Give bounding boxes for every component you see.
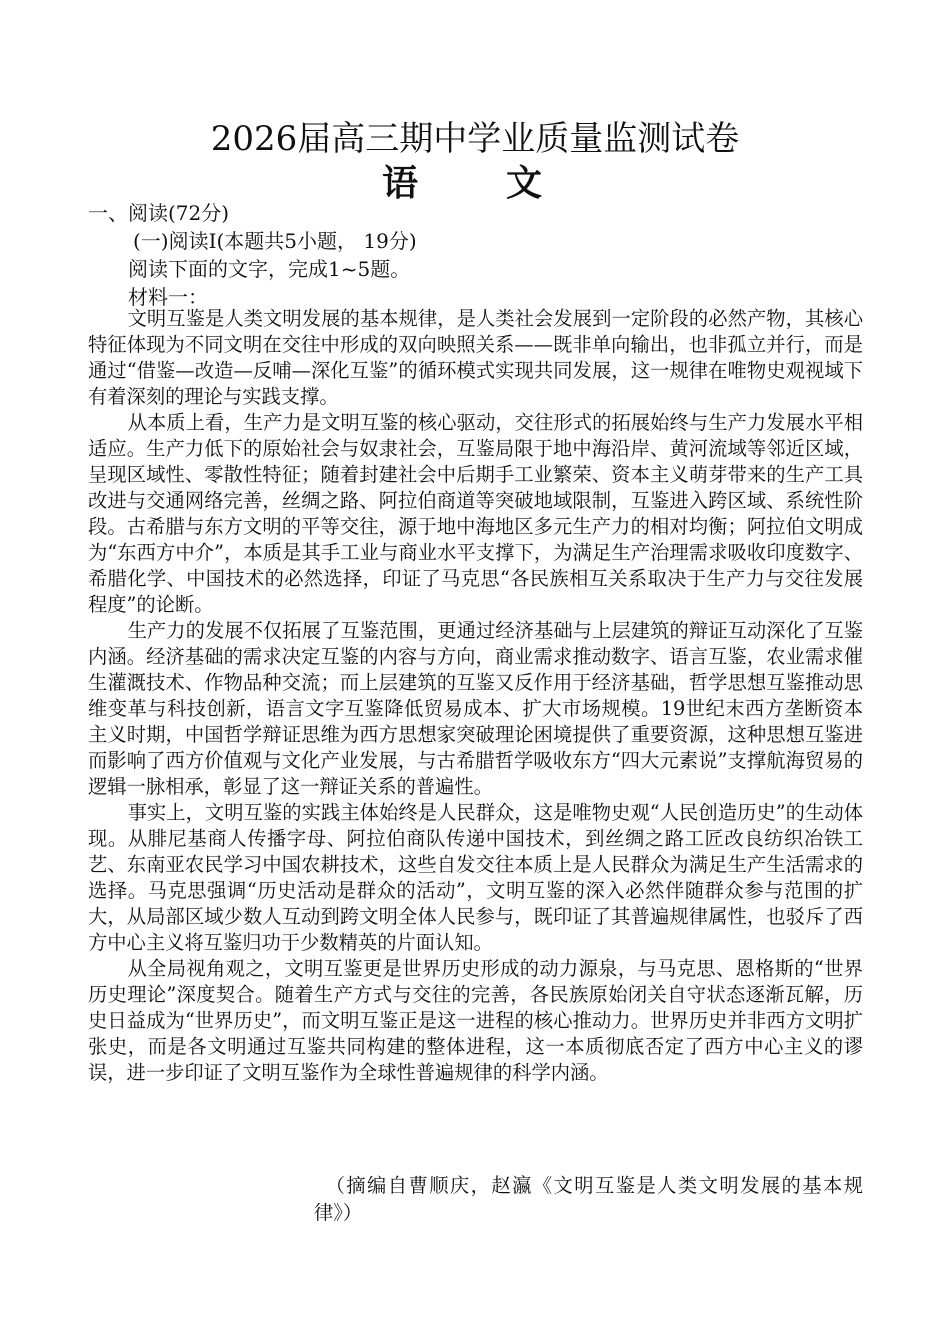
paragraph-2: 从本质上看，生产力是文明互鉴的核心驱动，交往形式的拓展始终与生产力发展水平相适应。生产力低下的原始社会与奴隶社会，互鉴局限于地中海沿岸、黄河流域等邻近区域，呈现区域性、零散性特征；随着封建社会中后期手工业繁荣、资本主义萌芽带来的生产工具改进与交通网络完善，丝绸之路、阿拉伯商道等突破地域限制，互鉴进入跨区域、系统性阶段。古希腊与东方文明的平等交往，源于地中海地区多元生产力的相对均衡；阿拉伯文明成为“东西方中介”，本质是其手工业与商业水平支撑下，为满足生产治理需求吸收印度数字、希腊化学、中国技术的必然选择，印证了马克思“各民族相互关系取决于生产力与交往发展程度”的论断。	[88, 411, 863, 616]
paragraph-3: 生产力的发展不仅拓展了互鉴范围，更通过经济基础与上层建筑的辩证互动深化了互鉴内涵。经济基础的需求决定互鉴的内容与方向，商业需求推动数字、语言互鉴，农业需求催生灌溉技术、作物品种交流；而上层建筑的互鉴又反作用于经济基础，哲学思想互鉴推动思维变革与科技创新，语言文字互鉴降低贸易成本、扩大市场规模。19世纪末西方垄断资本主义时期，中国哲学辩证思维为西方思想家突破理论困境提供了重要资源，这种思想互鉴进而影响了西方价值观与文化产业发展，与古希腊哲学吸收东方“四大元素说”支撑航海贸易的逻辑一脉相承，彰显了这一辩证关系的普遍性。	[88, 619, 863, 798]
subject-title: 语 文	[381, 162, 568, 204]
subsection-heading: (一)阅读Ⅰ(本题共5小题， 19分)	[133, 229, 417, 253]
material-label: 材料一：	[128, 285, 208, 309]
passage-body	[88, 306, 863, 1086]
source-citation: （摘编自曹顺庆，赵瀛《文明互鉴是人类文明发展的基本规律》）	[314, 1174, 863, 1224]
paragraph-4: 事实上，文明互鉴的实践主体始终是人民群众，这是唯物史观“人民创造历史”的生动体现。从腓尼基商人传播字母、阿拉伯商队传递中国技术，到丝绸之路工匠改良纺织冶铁工艺、东南亚农民学习中国农耕技术，这些自发交往本质上是人民群众为满足生产生活需求的选择。马克思强调“历史活动是群众的活动”，文明互鉴的深入必然伴随群众参与范围的扩大，从局部区域少数人互动到跨文明全体人民参与，既印证了其普遍规律属性，也驳斥了西方中心主义将互鉴归功于少数精英的片面认知。	[88, 801, 863, 954]
paragraph-1: 文明互鉴是人类文明发展的基本规律，是人类社会发展到一定阶段的必然产物，其核心特征体现为不同文明在交往中形成的双向映照关系——既非单向输出，也非孤立并行，而是通过“借鉴—改造—反哺—深化互鉴”的循环模式实现共同发展，这一规律在唯物史观视域下有着深刻的理论与实践支撑。	[88, 307, 863, 408]
exam-title: 2026届高三期中学业质量监测试卷	[210, 119, 740, 159]
section-heading: 一、阅读(72分)	[88, 201, 230, 225]
instruction-text: 阅读下面的文字，完成1~5题。	[128, 257, 411, 281]
paragraph-5: 从全局视角观之，文明互鉴更是世界历史形成的动力源泉，与马克思、恩格斯的“世界历史理论”深度契合。随着生产方式与交往的完善，各民族原始闭关自守状态逐渐瓦解，历史日益成为“世界历史”，而文明互鉴正是这一进程的核心推动力。世界历史并非西方文明扩张史，而是各文明通过互鉴共同构建的整体进程，这一本质彻底否定了西方中心主义的谬误，进一步印证了文明互鉴作为全球性普遍规律的科学内涵。	[88, 957, 863, 1084]
